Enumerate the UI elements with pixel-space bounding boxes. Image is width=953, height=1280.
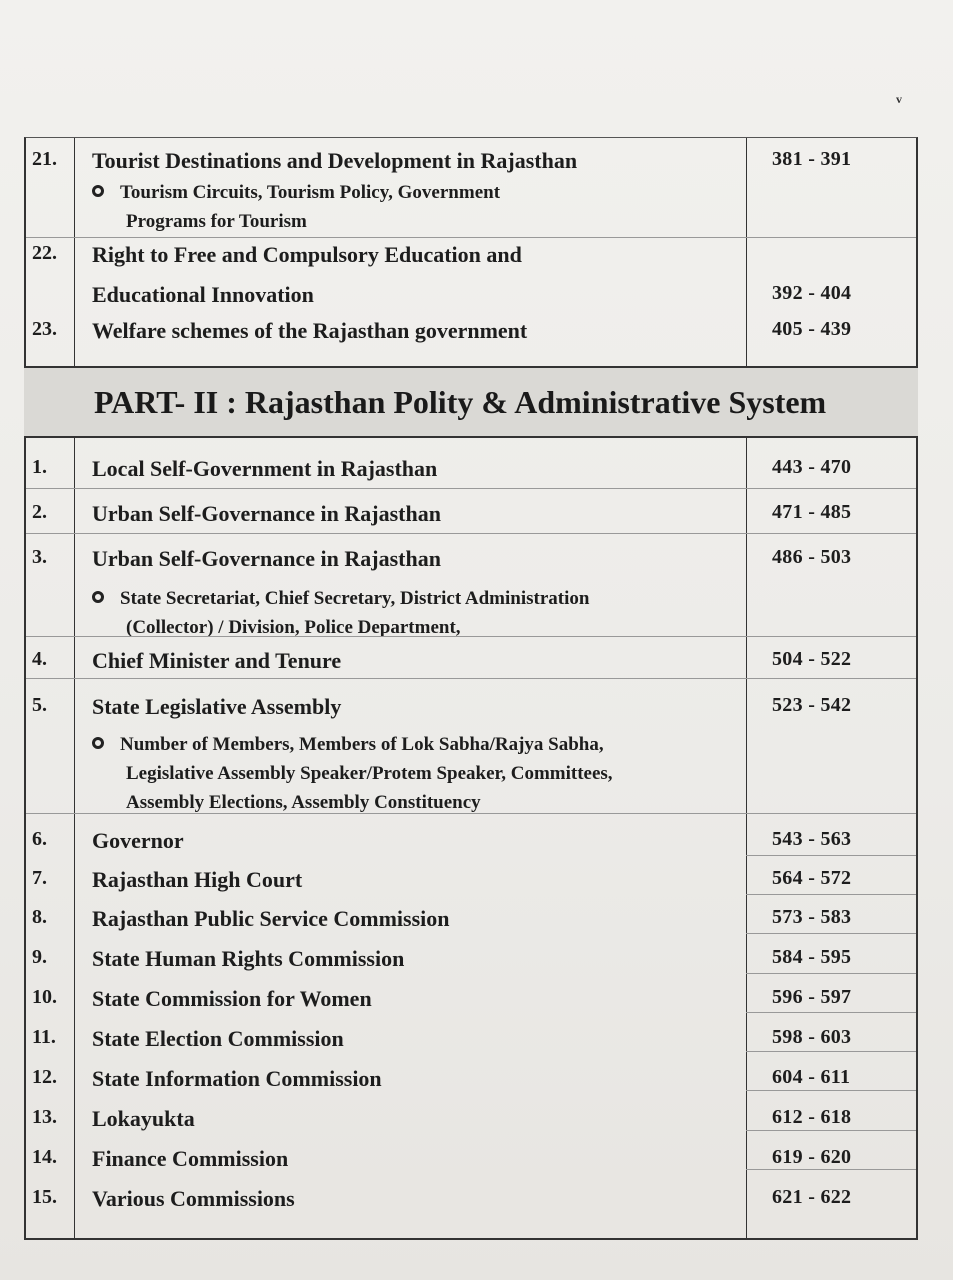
chapter-title: State Legislative Assembly — [92, 694, 342, 719]
page-number: v — [896, 92, 902, 106]
chapter-number: 8. — [32, 906, 47, 928]
row-separator — [746, 1012, 916, 1013]
chapter-number: 23. — [32, 318, 57, 340]
chapter-number: 14. — [32, 1146, 57, 1168]
chapter-number: 2. — [32, 501, 47, 523]
page-range: 405 - 439 — [772, 318, 852, 340]
page-range: 621 - 622 — [772, 1186, 852, 1208]
table-of-contents — [24, 137, 918, 1240]
page-range: 612 - 618 — [772, 1106, 852, 1128]
number-column-divider — [74, 138, 75, 1238]
chapter-title-continued: Educational Innovation — [92, 282, 314, 307]
bullet-icon — [92, 185, 104, 197]
page-range: 573 - 583 — [772, 906, 852, 928]
page-range: 596 - 597 — [772, 986, 852, 1008]
row-separator — [746, 1130, 916, 1131]
page-range: 564 - 572 — [772, 867, 852, 889]
chapter-title: Urban Self-Governance in Rajasthan — [92, 546, 441, 571]
chapter-number: 5. — [32, 694, 47, 716]
chapter-title: Tourist Destinations and Development in Rajasthan — [92, 148, 578, 173]
page-range: 604 - 611 — [772, 1066, 851, 1088]
chapter-number: 9. — [32, 946, 47, 968]
page-range: 619 - 620 — [772, 1146, 852, 1168]
page-range: 598 - 603 — [772, 1026, 852, 1048]
chapter-title: Lokayukta — [92, 1106, 195, 1131]
page-range: 392 - 404 — [772, 282, 852, 304]
row-separator — [26, 636, 916, 637]
row-separator — [746, 1051, 916, 1052]
chapter-number: 4. — [32, 648, 47, 670]
row-separator — [26, 813, 916, 814]
page-range: 381 - 391 — [772, 148, 852, 170]
page-range: 543 - 563 — [772, 828, 852, 850]
chapter-number: 15. — [32, 1186, 57, 1208]
chapter-title: Chief Minister and Tenure — [92, 648, 342, 673]
part-title: PART- II : Rajasthan Polity & Administrative System — [94, 384, 827, 420]
chapter-title: Governor — [92, 828, 184, 853]
chapter-subtopics: Number of Members, Members of Lok Sabha/Rajya Sabha, Legislative Assembly Speaker/Protem Speaker, Committees, Assembly Elections, Assembly Constituency — [92, 730, 732, 817]
page-column-divider — [746, 138, 747, 1238]
row-separator — [746, 855, 916, 856]
chapter-number: 3. — [32, 546, 47, 568]
chapter-title: Rajasthan Public Service Commission — [92, 906, 450, 931]
chapter-title: State Information Commission — [92, 1066, 382, 1091]
row-separator — [26, 237, 916, 238]
chapter-title: Urban Self-Governance in Rajasthan — [92, 501, 441, 526]
row-separator — [26, 488, 916, 489]
page-range: 584 - 595 — [772, 946, 852, 968]
page-range: 443 - 470 — [772, 456, 852, 478]
chapter-number: 10. — [32, 986, 57, 1008]
chapter-title: State Human Rights Commission — [92, 946, 405, 971]
chapter-title: Finance Commission — [92, 1146, 289, 1171]
chapter-title: Local Self-Government in Rajasthan — [92, 456, 438, 481]
chapter-number: 6. — [32, 828, 47, 850]
row-separator — [746, 1090, 916, 1091]
page-range: 504 - 522 — [772, 648, 852, 670]
row-separator — [746, 894, 916, 895]
chapter-title: Right to Free and Compulsory Education and — [92, 242, 522, 267]
chapter-title: Rajasthan High Court — [92, 867, 303, 892]
chapter-number: 13. — [32, 1106, 57, 1128]
page-range: 523 - 542 — [772, 694, 852, 716]
page-range: 471 - 485 — [772, 501, 852, 523]
part-header — [24, 366, 918, 438]
chapter-number: 21. — [32, 148, 57, 170]
chapter-subtopics: Tourism Circuits, Tourism Policy, Government Programs for Tourism — [92, 178, 732, 236]
bullet-icon — [92, 737, 104, 749]
chapter-number: 11. — [32, 1026, 56, 1048]
chapter-number: 7. — [32, 867, 47, 889]
chapter-title: State Commission for Women — [92, 986, 372, 1011]
chapter-title: State Election Commission — [92, 1026, 344, 1051]
row-separator — [26, 678, 916, 679]
bullet-icon — [92, 591, 104, 603]
chapter-title: Various Commissions — [92, 1186, 295, 1211]
page-range: 486 - 503 — [772, 546, 852, 568]
chapter-number: 1. — [32, 456, 47, 478]
chapter-number: 12. — [32, 1066, 57, 1088]
row-separator — [26, 533, 916, 534]
row-separator — [746, 933, 916, 934]
chapter-title: Welfare schemes of the Rajasthan government — [92, 318, 528, 343]
row-separator — [746, 1169, 916, 1170]
chapter-subtopics: State Secretariat, Chief Secretary, District Administration (Collector) / Division, Police Department, — [92, 584, 732, 642]
row-separator — [746, 973, 916, 974]
chapter-number: 22. — [32, 242, 57, 264]
